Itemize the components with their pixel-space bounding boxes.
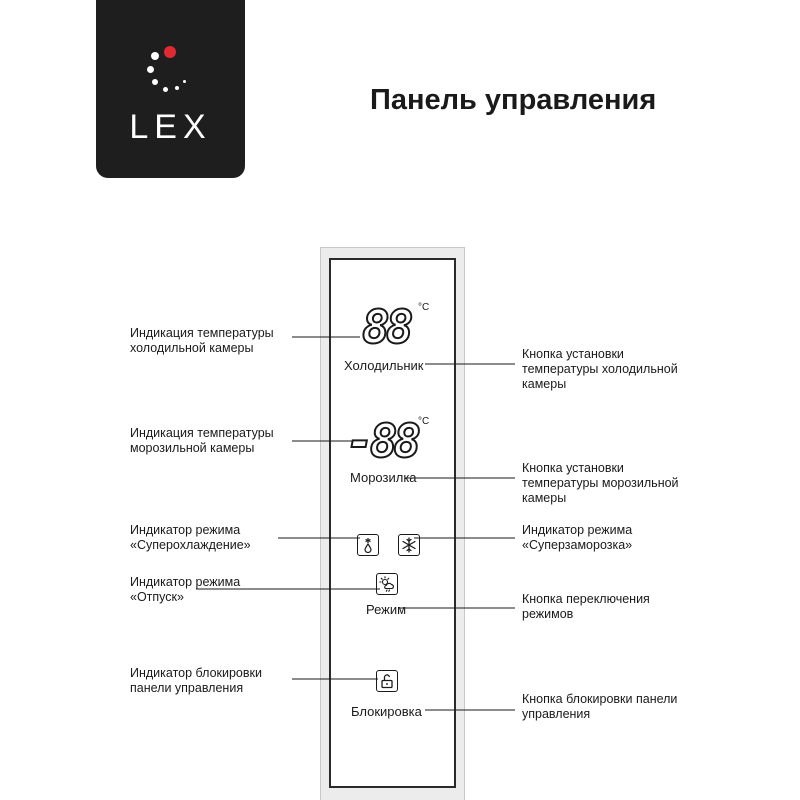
freezer-temperature-unit: °C bbox=[418, 416, 430, 427]
note-line: Индикатор режима bbox=[522, 523, 633, 537]
note-line: управления bbox=[522, 707, 591, 721]
lock-button[interactable]: Блокировка bbox=[351, 704, 422, 719]
note-line: Кнопка установки bbox=[522, 461, 624, 475]
note-line: Кнопка установки bbox=[522, 347, 624, 361]
note-line: камеры bbox=[522, 491, 567, 505]
fridge-button[interactable]: Холодильник bbox=[344, 358, 424, 373]
note-line: Индикатор режима bbox=[130, 523, 241, 537]
note-line: Индикатор режима bbox=[130, 575, 241, 589]
fridge-temperature-display: 88 bbox=[362, 300, 410, 354]
mode-button-note bbox=[522, 592, 650, 622]
note-line: панели управления bbox=[130, 681, 244, 695]
freezer-temperature-display: -88 bbox=[346, 414, 418, 468]
freezer-temp-button-note bbox=[522, 461, 679, 506]
fridge-temperature-unit: °C bbox=[418, 302, 430, 313]
note-line: Индикатор блокировки bbox=[130, 666, 262, 680]
superfreeze-indicator-note bbox=[522, 523, 632, 553]
note-line: Индикация температуры bbox=[130, 326, 274, 340]
note-line: холодильной камеры bbox=[130, 341, 254, 355]
lock-indicator-note bbox=[130, 666, 262, 696]
vacation-indicator-note bbox=[130, 575, 240, 605]
page-title: Панель управления bbox=[370, 84, 657, 116]
note-line: режимов bbox=[522, 607, 574, 621]
supercool-indicator-note bbox=[130, 523, 251, 553]
note-line: «Суперзаморозка» bbox=[522, 538, 633, 552]
note-line: температуры морозильной bbox=[522, 476, 679, 490]
note-line: камеры bbox=[522, 377, 567, 391]
note-line: Кнопка блокировки панели bbox=[522, 692, 678, 706]
note-line: Индикация температуры bbox=[130, 426, 274, 440]
note-line: Кнопка переключения bbox=[522, 592, 650, 606]
note-line: «Суперохлаждение» bbox=[130, 538, 251, 552]
freezer-button[interactable]: Морозилка bbox=[350, 470, 417, 485]
note-line: температуры холодильной bbox=[522, 362, 678, 376]
note-line: морозильной камеры bbox=[130, 441, 255, 455]
mode-button[interactable]: Режим bbox=[366, 602, 407, 617]
lock-button-note bbox=[522, 692, 677, 722]
freezer-temp-indicator-note bbox=[130, 426, 274, 456]
fridge-temp-indicator-note bbox=[130, 326, 274, 356]
logo-wordmark: LEX bbox=[129, 108, 212, 146]
note-line: «Отпуск» bbox=[130, 590, 184, 604]
fridge-temp-button-note bbox=[522, 347, 678, 392]
